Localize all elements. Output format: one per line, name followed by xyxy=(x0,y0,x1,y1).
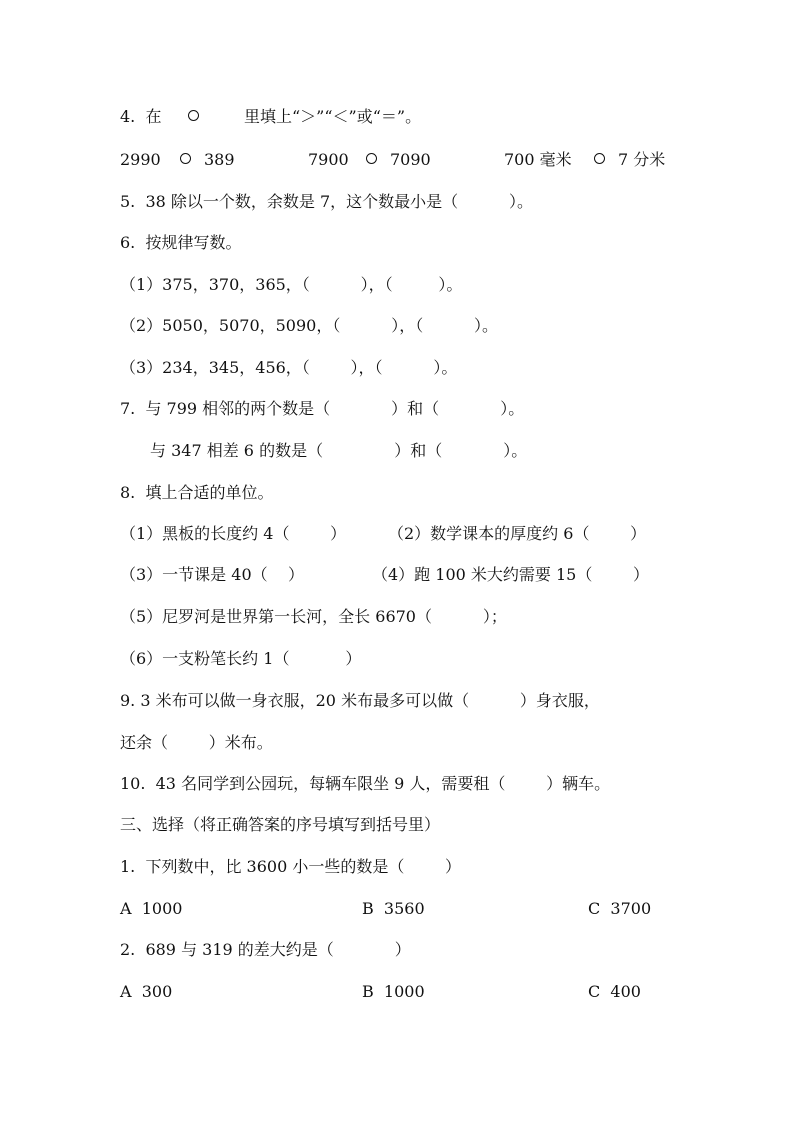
q8-row-4 xyxy=(0,644,793,674)
q4-item3-right: 7 分米 xyxy=(618,150,666,169)
q9-line2: 还余（ ）米布。 xyxy=(120,733,273,752)
q4-items-row xyxy=(0,145,793,175)
q10-text: 10. 43 名同学到公园玩，每辆车限坐 9 人，需要租（ ）辆车。 xyxy=(120,774,611,793)
q4-item3-left: 700 毫米 xyxy=(504,150,572,169)
q6-line2-text: （2）5050，5070，5090，（ ），（ ）。 xyxy=(120,316,499,335)
blank-circle-icon xyxy=(180,153,191,164)
question-5 xyxy=(0,187,793,217)
choice-q1-option-a: A 1000 xyxy=(120,899,183,918)
q4-item1-left: 2990 xyxy=(120,150,161,169)
q4-prefix: 4. 在 xyxy=(120,107,162,126)
choice-q1-options xyxy=(0,894,793,924)
q8-row-1 xyxy=(0,519,793,549)
section-3-title: 三、选择（将正确答案的序号填写到括号里） xyxy=(120,815,441,834)
question-9-part2 xyxy=(0,728,793,758)
q9-line1: 9. 3 米布可以做一身衣服，20 米布最多可以做（ ）身衣服， xyxy=(120,691,600,710)
q8-item2: （2）数学课本的厚度约 6（ ） xyxy=(388,524,647,543)
question-8-title xyxy=(0,478,793,508)
question-9 xyxy=(0,686,793,716)
blank-circle-icon xyxy=(188,110,199,121)
q8-row-3 xyxy=(0,602,793,632)
section-3-heading xyxy=(0,810,793,840)
choice-question-1 xyxy=(0,852,793,882)
choice-q2-option-b: B 1000 xyxy=(362,982,425,1001)
q7-line2: 与 347 相差 6 的数是（ ）和（ ）。 xyxy=(150,441,528,460)
q4-item2-right: 7090 xyxy=(390,150,431,169)
q6-title: 6. 按规律写数。 xyxy=(120,233,242,252)
choice-q2-options xyxy=(0,977,793,1007)
choice-q1-option-b: B 3560 xyxy=(362,899,425,918)
blank-circle-icon xyxy=(366,153,377,164)
choice-q1-stem: 1. 下列数中，比 3600 小一些的数是（ ） xyxy=(120,857,462,876)
q6-line-2 xyxy=(0,311,793,341)
q8-row-2 xyxy=(0,560,793,590)
q8-item5: （5）尼罗河是世界第一长河，全长 6670（ ）； xyxy=(120,607,507,626)
q8-item1: （1）黑板的长度约 4（ ） xyxy=(120,524,347,543)
q4-item1-right: 389 xyxy=(204,150,235,169)
choice-q2-option-c: C 400 xyxy=(588,982,641,1001)
q6-line-3 xyxy=(0,353,793,383)
q5-text: 5. 38 除以一个数，余数是 7，这个数最小是（ ）。 xyxy=(120,192,534,211)
q4-instruction: 里填上“＞”“＜”或“＝”。 xyxy=(244,107,422,126)
question-7 xyxy=(0,394,793,424)
q8-item3: （3）一节课是 40（ ） xyxy=(120,565,304,584)
choice-q1-option-c: C 3700 xyxy=(588,899,652,918)
q8-title: 8. 填上合适的单位。 xyxy=(120,483,274,502)
choice-question-2 xyxy=(0,935,793,965)
choice-q2-option-a: A 300 xyxy=(120,982,173,1001)
q6-line-1 xyxy=(0,270,793,300)
q8-item6: （6）一支粉笔长约 1（ ） xyxy=(120,649,362,668)
q7-line1: 7. 与 799 相邻的两个数是（ ）和（ ）。 xyxy=(120,399,525,418)
question-6-title xyxy=(0,228,793,258)
question-10 xyxy=(0,769,793,799)
q6-line3-text: （3）234，345，456，（ ），（ ）。 xyxy=(120,358,458,377)
question-7-part2 xyxy=(0,436,793,466)
choice-q2-stem: 2. 689 与 319 的差大约是（ ） xyxy=(120,940,411,959)
q4-item2-left: 7900 xyxy=(308,150,349,169)
question-4 xyxy=(0,102,793,132)
q8-item4: （4）跑 100 米大约需要 15（ ） xyxy=(372,565,650,584)
blank-circle-icon xyxy=(594,153,605,164)
q6-line1-text: （1）375，370，365，（ ），（ ）。 xyxy=(120,275,463,294)
